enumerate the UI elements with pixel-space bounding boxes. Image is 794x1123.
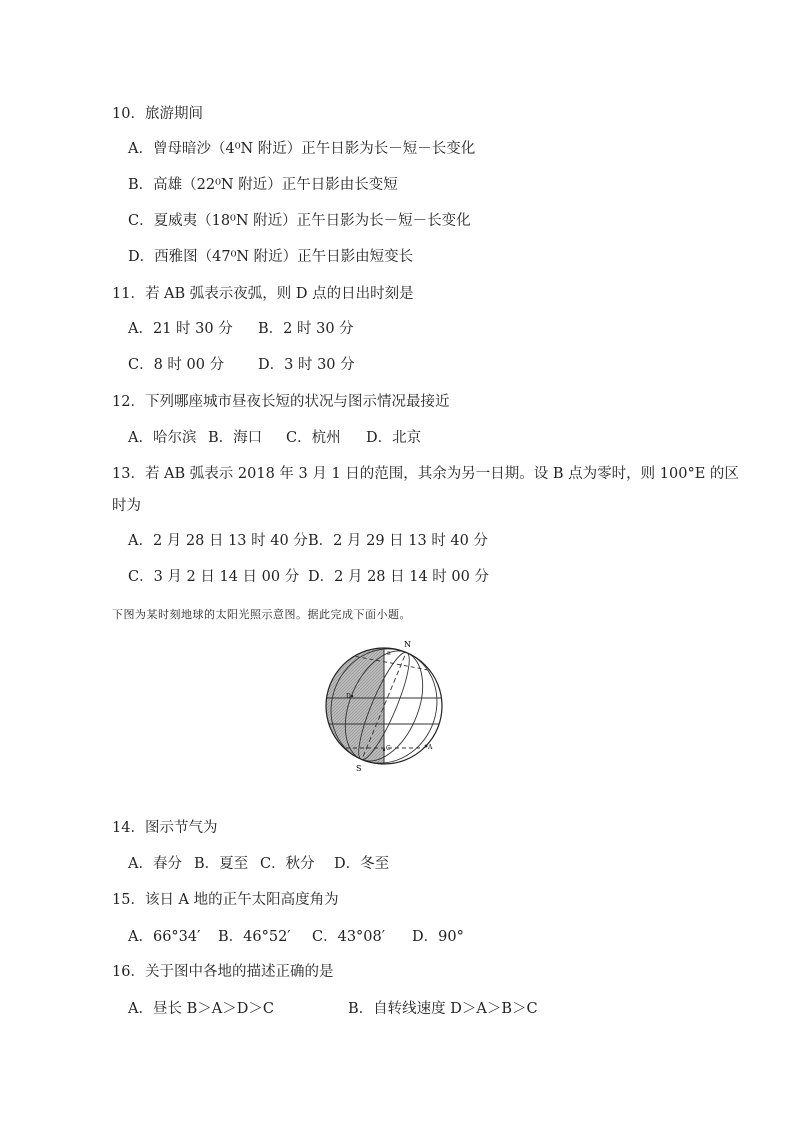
question-13-option-a[interactable]: A．2 月 28 日 13 时 40 分 — [128, 533, 308, 549]
question-11-option-b[interactable]: B．2 时 30 分 — [258, 321, 354, 337]
question-13-option-b[interactable]: B．2 月 29 日 13 时 40 分 — [308, 533, 488, 549]
question-14-stem: 14．图示节气为 — [112, 820, 218, 836]
question-16-option-a[interactable]: A．昼长 B＞A＞D＞C — [128, 1001, 274, 1017]
question-13-option-d[interactable]: D．2 月 28 日 14 时 00 分 — [308, 569, 489, 585]
figure-intro: 下图为某时刻地球的太阳光照示意图。据此完成下面小题。 — [112, 608, 411, 621]
question-15-option-c[interactable]: C．43°08′ — [312, 929, 386, 945]
question-11-option-a[interactable]: A．21 时 30 分 — [128, 321, 233, 337]
question-11-option-c[interactable]: C．8 时 00 分 — [128, 357, 225, 373]
label-south: S — [356, 764, 362, 772]
question-12-option-d[interactable]: D．北京 — [366, 430, 422, 446]
question-13-stem-continued: 时为 — [112, 498, 141, 514]
question-15-option-b[interactable]: B．46°52′ — [218, 929, 291, 945]
question-14-option-a[interactable]: A．春分 — [128, 856, 182, 872]
question-13-stem: 13．若 AB 弧表示 2018 年 3 月 1 日的范围，其余为另一日期。设 B 点为零时，则 100°E 的区 — [112, 466, 739, 482]
question-11-stem: 11．若 AB 弧表示夜弧，则 D 点的日出时刻是 — [112, 286, 414, 302]
label-d: D — [346, 693, 351, 700]
question-12-stem: 12．下列哪座城市昼夜长短的状况与图示情况最接近 — [112, 394, 450, 410]
question-10-stem: 10．旅游期间 — [112, 106, 203, 122]
question-15-option-a[interactable]: A．66°34′ — [128, 929, 201, 945]
point-d — [351, 695, 353, 697]
question-14-option-c[interactable]: C．秋分 — [260, 856, 315, 872]
label-c: C — [386, 745, 391, 752]
earth-illumination-figure — [318, 636, 454, 772]
question-10-option-d[interactable]: D．西雅图（47⁰N 附近）正午日影由短变长 — [128, 249, 414, 265]
question-11-option-d[interactable]: D．3 时 30 分 — [258, 357, 355, 373]
question-16-option-b[interactable]: B．自转线速度 D＞A＞B＞C — [348, 1001, 538, 1017]
night-hemisphere — [326, 648, 384, 764]
question-14-option-b[interactable]: B．夏至 — [194, 856, 249, 872]
question-10-option-a[interactable]: A．曾母暗沙（4⁰N 附近）正午日影为长－短－长变化 — [128, 141, 476, 157]
label-b: B — [387, 651, 391, 657]
question-15-option-d[interactable]: D．90° — [412, 929, 464, 945]
question-13-option-c[interactable]: C．3 月 2 日 14 日 00 分 — [128, 569, 300, 585]
question-12-option-b[interactable]: B．海口 — [208, 430, 263, 446]
point-c — [383, 749, 385, 751]
question-10-option-c[interactable]: C．夏威夷（18⁰N 附近）正午日影为长－短－长变化 — [128, 213, 471, 229]
question-12-option-a[interactable]: A．哈尔滨 — [128, 430, 197, 446]
label-a: A — [428, 744, 433, 751]
label-north: N — [404, 640, 411, 649]
point-a — [425, 745, 428, 748]
question-15-stem: 15．该日 A 地的正午太阳高度角为 — [112, 892, 339, 908]
question-10-option-b[interactable]: B．高雄（22⁰N 附近）正午日影由长变短 — [128, 177, 398, 193]
question-12-option-c[interactable]: C．杭州 — [286, 430, 341, 446]
question-16-stem: 16．关于图中各地的描述正确的是 — [112, 964, 334, 980]
question-14-option-d[interactable]: D．冬至 — [334, 856, 390, 872]
